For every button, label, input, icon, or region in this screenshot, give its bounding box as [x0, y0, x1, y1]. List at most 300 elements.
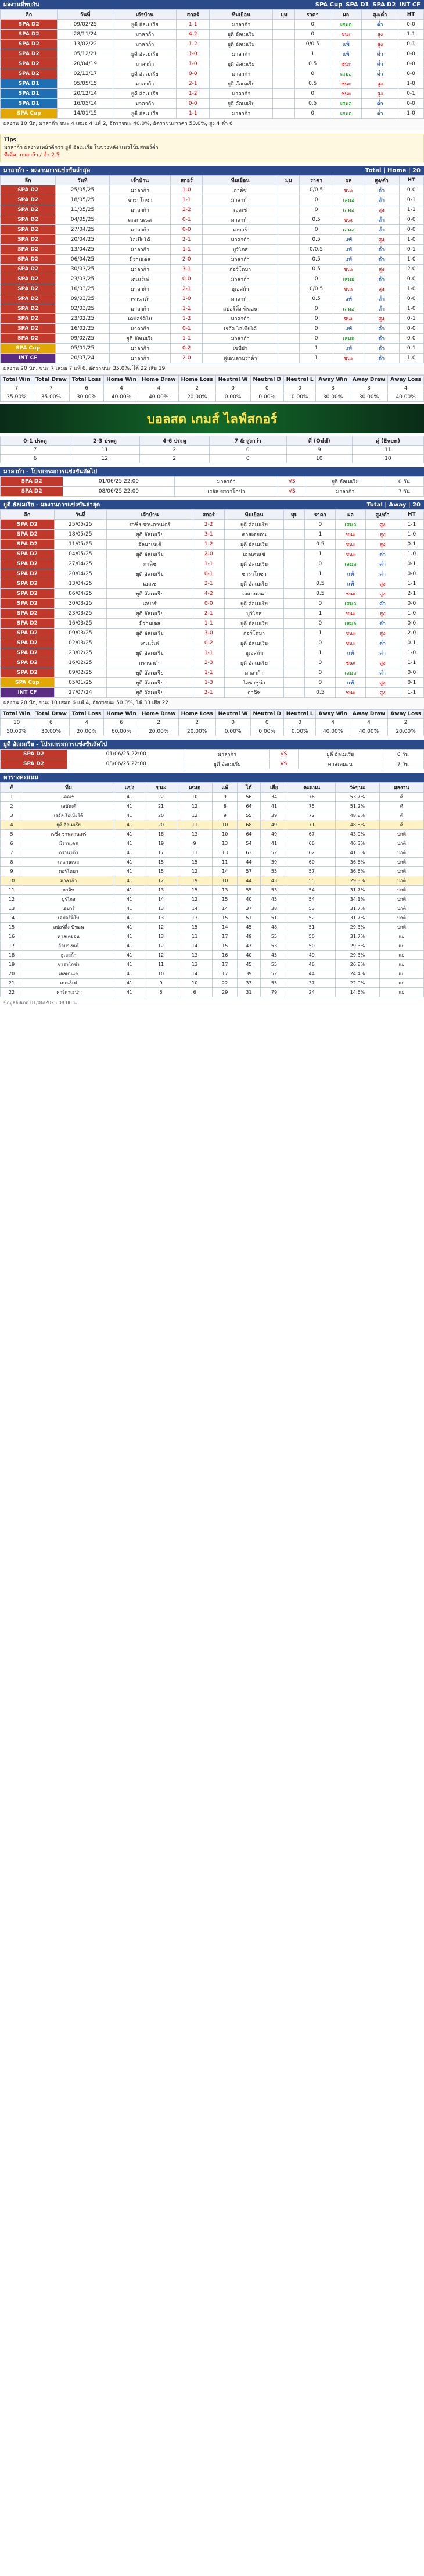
- result: แพ้: [333, 245, 364, 255]
- stat-percent: 35.00%: [1, 393, 33, 402]
- match-row[interactable]: [1, 354, 424, 363]
- corner-cell: [278, 354, 299, 363]
- away-tab-away[interactable]: Away: [389, 501, 407, 508]
- half-time-score: 1-0: [398, 79, 424, 89]
- home-team: ยูดี อัลเมเรีย: [113, 109, 177, 119]
- standings-row[interactable]: [1, 886, 424, 895]
- column-header: มุม: [278, 176, 299, 185]
- stat-header: Home Loss: [178, 710, 215, 719]
- standings-f: 44: [238, 858, 261, 867]
- match-row[interactable]: [1, 235, 424, 245]
- result: ชนะ: [336, 658, 365, 668]
- half-time-score: 1-0: [398, 109, 424, 119]
- result: ชนะ: [333, 215, 364, 225]
- standings-wr: 31.7%: [336, 932, 380, 941]
- corner-cell: [273, 30, 295, 40]
- score: 0-0: [171, 225, 203, 235]
- goals-home-value: 2: [139, 446, 209, 455]
- home-upcoming-title: มาลาก้า - โปรแกรมการแข่งขันถัดไป: [3, 468, 98, 475]
- corner-cell: [284, 688, 305, 698]
- match-row[interactable]: [1, 245, 424, 255]
- home-team: ยูดี อัลเมเรีย: [106, 678, 193, 688]
- away-team: เรอัล โอเบียโด้: [203, 324, 278, 334]
- match-date: 11/05/25: [56, 205, 110, 215]
- handicap: 0: [305, 638, 336, 648]
- stat-header: Neutral D: [250, 710, 283, 719]
- column-header: เสีย: [260, 783, 288, 793]
- standings-wr: 31.7%: [336, 914, 380, 923]
- column-header: HT: [398, 10, 424, 20]
- match-date: 02/12/17: [58, 69, 113, 79]
- live-banner[interactable]: บอลสด เกมส์ ไลฟ์สกอร์: [0, 404, 424, 433]
- league-badge: SPA D2: [1, 559, 55, 569]
- standings-row[interactable]: [1, 914, 424, 923]
- match-row[interactable]: [1, 688, 424, 698]
- goals-home-value: 11: [352, 446, 423, 455]
- stat-percent: 30.00%: [350, 393, 387, 402]
- standings-f: 44: [238, 876, 261, 886]
- half-time-score: 0-0: [400, 599, 423, 609]
- match-row[interactable]: [1, 334, 424, 344]
- standings-pts: 72: [288, 811, 336, 820]
- standings-row[interactable]: [1, 979, 424, 988]
- standings-f: 57: [238, 867, 261, 876]
- match-row[interactable]: [1, 69, 424, 79]
- half-time-score: 0-1: [399, 195, 423, 205]
- match-row[interactable]: [1, 550, 424, 559]
- column-header: สูง/ต่ำ: [364, 176, 399, 185]
- home-team: ยูดี อัลเมเรีย: [106, 530, 193, 540]
- match-row[interactable]: [1, 89, 424, 99]
- corner-cell: [278, 265, 299, 274]
- match-date: 23/02/25: [54, 648, 106, 658]
- result: ชนะ: [333, 185, 364, 195]
- corner-cell: [278, 205, 299, 215]
- stat-value: 3: [316, 384, 350, 393]
- result: ชนะ: [333, 354, 364, 363]
- standings-row[interactable]: [1, 969, 424, 979]
- standings-p: 18: [1, 951, 23, 960]
- match-row[interactable]: [1, 599, 424, 609]
- match-row[interactable]: [1, 274, 424, 284]
- stat-percent: 40.00%: [350, 727, 387, 736]
- match-row[interactable]: [1, 79, 424, 89]
- match-row[interactable]: [1, 215, 424, 225]
- match-date: 16/02/25: [54, 658, 106, 668]
- half-time-score: 0-1: [400, 638, 423, 648]
- match-row[interactable]: [1, 569, 424, 579]
- standings-row[interactable]: [1, 923, 424, 932]
- standings-row[interactable]: [1, 876, 424, 886]
- home-upcoming-header: [0, 467, 424, 476]
- standings-l: 13: [213, 886, 238, 895]
- away-team: มาลาก้า: [203, 235, 278, 245]
- handicap: 0.5: [299, 235, 333, 245]
- standings-w: 13: [145, 914, 177, 923]
- standings-pts: 62: [288, 848, 336, 858]
- league-badge: SPA D2: [1, 284, 56, 294]
- handicap: 0: [305, 678, 336, 688]
- match-row[interactable]: [1, 668, 424, 678]
- fixture-date: 01/06/25 22:00: [63, 477, 174, 487]
- standings-a: 43: [260, 876, 288, 886]
- corner-cell: [273, 109, 295, 119]
- match-row[interactable]: [1, 344, 424, 354]
- match-date: 16/05/14: [58, 99, 113, 109]
- away-team: สปอร์ติ้ง ฆิฆอน: [203, 304, 278, 314]
- column-header: %ชนะ: [336, 783, 380, 793]
- standings-w: 15: [145, 858, 177, 867]
- standings-l: 14: [213, 923, 238, 932]
- match-row[interactable]: [1, 314, 424, 324]
- half-time-score: 1-1: [400, 520, 423, 530]
- home-recent-section: [0, 166, 424, 402]
- match-row[interactable]: [1, 530, 424, 540]
- home-summary: ผลงาน 20 นัด, ชนะ 7 เสมอ 7 แพ้ 6, อัตราชนะ 35.0%, ได้ 22 เสีย 19: [0, 363, 424, 375]
- handicap: 0: [299, 205, 333, 215]
- standings-d: 15: [177, 886, 213, 895]
- away-recent-header: ยูดี อัลเมเรีย - ผลงานการแข่งขันล่าสุด Total | Away | 20: [0, 500, 424, 509]
- score: 2-0: [171, 255, 203, 265]
- match-row[interactable]: [1, 619, 424, 629]
- half-time-score: 0-0: [399, 215, 423, 225]
- away-team: เอลเช่: [203, 205, 278, 215]
- handicap: 0.5: [305, 688, 336, 698]
- match-date: 20/04/19: [58, 59, 113, 69]
- handicap: 0/0.5: [299, 185, 333, 195]
- standings-a: 39: [260, 858, 288, 867]
- corner-cell: [284, 530, 305, 540]
- away-upcoming-section: [0, 740, 424, 769]
- home-count-select[interactable]: 20: [412, 167, 421, 174]
- home-team: ยูดี อัลเมเรีย: [106, 609, 193, 619]
- corner-cell: [278, 334, 299, 344]
- score: 0-0: [177, 69, 210, 79]
- match-row[interactable]: [1, 520, 424, 530]
- standings-pts: 50: [288, 941, 336, 951]
- over-under: สูง: [365, 579, 400, 589]
- match-row[interactable]: [1, 195, 424, 205]
- away-team: ยูดี อัลเมเรีย: [224, 658, 284, 668]
- half-time-score: 1-1: [398, 30, 424, 40]
- match-row[interactable]: [1, 20, 424, 30]
- standings-row[interactable]: [1, 904, 424, 914]
- league-badge: SPA D2: [1, 30, 58, 40]
- standings-row[interactable]: [1, 960, 424, 969]
- standings-t: กอร์โดบา: [23, 867, 114, 876]
- away-team: ยูดี อัลเมเรีย: [224, 619, 284, 629]
- home-team: ยูดี อัลเมเรีย: [106, 629, 193, 638]
- corner-cell: [284, 648, 305, 658]
- match-row[interactable]: [1, 284, 424, 294]
- standings-p: 4: [1, 820, 23, 830]
- fixture-row[interactable]: [1, 759, 424, 769]
- standings-w: 15: [145, 867, 177, 876]
- fixture-row[interactable]: [1, 477, 424, 487]
- standings-row[interactable]: [1, 895, 424, 904]
- standings-l: 10: [213, 820, 238, 830]
- filter-checkbox[interactable]: SPA D1: [346, 1, 369, 8]
- match-date: 09/02/25: [56, 334, 110, 344]
- match-row[interactable]: [1, 324, 424, 334]
- handicap: 0.5: [295, 99, 330, 109]
- home-recent-table: [0, 175, 424, 363]
- result: ชนะ: [333, 314, 364, 324]
- half-time-score: 1-1: [399, 205, 423, 215]
- over-under: สูง: [362, 89, 398, 99]
- standings-d: 19: [177, 876, 213, 886]
- match-row[interactable]: [1, 205, 424, 215]
- standings-row[interactable]: [1, 941, 424, 951]
- match-row[interactable]: [1, 40, 424, 49]
- match-date: 18/05/25: [56, 195, 110, 205]
- stat-value: 0: [250, 719, 283, 727]
- match-row[interactable]: [1, 49, 424, 59]
- away-team: ยูดี อัลเมเรีย: [224, 599, 284, 609]
- standings-w: 10: [145, 969, 177, 979]
- half-time-score: 0-1: [399, 314, 423, 324]
- standings-pts: 37: [288, 979, 336, 988]
- standings-row[interactable]: [1, 820, 424, 830]
- result: เสมอ: [336, 668, 365, 678]
- standings-m: 41: [114, 923, 145, 932]
- away-team: บูร์โกส: [203, 245, 278, 255]
- standings-pts: 44: [288, 969, 336, 979]
- match-row[interactable]: [1, 559, 424, 569]
- standings-row[interactable]: [1, 802, 424, 811]
- standings-l: 15: [213, 914, 238, 923]
- standings-row[interactable]: [1, 867, 424, 876]
- score: 2-2: [171, 205, 203, 215]
- standings-l: 11: [213, 858, 238, 867]
- standings-f: 54: [238, 839, 261, 848]
- standings-fm: ปกติ: [379, 876, 423, 886]
- fixture-row[interactable]: [1, 487, 424, 497]
- result: ชนะ: [333, 284, 364, 294]
- over-under: ต่ำ: [364, 225, 399, 235]
- standings-row[interactable]: [1, 848, 424, 858]
- standings-l: 9: [213, 793, 238, 802]
- standings-fm: ปกติ: [379, 886, 423, 895]
- stat-header: Neutral L: [283, 710, 316, 719]
- corner-cell: [284, 579, 305, 589]
- standings-wr: 29.3%: [336, 951, 380, 960]
- standings-f: 55: [238, 886, 261, 895]
- match-row[interactable]: [1, 629, 424, 638]
- standings-l: 14: [213, 867, 238, 876]
- home-team: ยูดี อัลเมเรีย: [113, 69, 177, 79]
- over-under: ต่ำ: [362, 49, 398, 59]
- stat-value: 10: [1, 719, 33, 727]
- stat-percent: 40.00%: [139, 393, 178, 402]
- corner-cell: [278, 314, 299, 324]
- corner-cell: [278, 235, 299, 245]
- standings-w: 12: [145, 951, 177, 960]
- over-under: ต่ำ: [362, 109, 398, 119]
- over-under: สูง: [362, 30, 398, 40]
- match-row[interactable]: [1, 59, 424, 69]
- result: แพ้: [333, 324, 364, 334]
- handicap: 0: [305, 668, 336, 678]
- match-date: 27/04/25: [56, 225, 110, 235]
- standings-fm: ดี: [379, 802, 423, 811]
- standings-a: 52: [260, 848, 288, 858]
- corner-cell: [273, 69, 295, 79]
- away-team: มาลาก้า: [203, 195, 278, 205]
- match-row[interactable]: [1, 99, 424, 109]
- match-row[interactable]: [1, 294, 424, 304]
- standings-fm: ปกติ: [379, 830, 423, 839]
- away-team: มาลาก้า: [203, 334, 278, 344]
- half-time-score: 2-0: [400, 629, 423, 638]
- match-row[interactable]: [1, 648, 424, 658]
- half-time-score: 0-1: [399, 245, 423, 255]
- standings-pts: 60: [288, 858, 336, 867]
- home-tab-home[interactable]: Home: [387, 167, 407, 174]
- away-summary: ผลงาน 20 นัด, ชนะ 10 เสมอ 6 แพ้ 4, อัตราชนะ 50.0%, ได้ 33 เสีย 22: [0, 698, 424, 709]
- standings-a: 55: [260, 960, 288, 969]
- half-time-score: 0-0: [398, 20, 424, 30]
- goals-table: [0, 436, 424, 463]
- half-time-score: 0-1: [398, 89, 424, 99]
- half-time-score: 1-0: [400, 530, 423, 540]
- standings-d: 9: [177, 839, 213, 848]
- home-tab-total[interactable]: Total: [365, 167, 382, 174]
- standings-t: กาดิซ: [23, 886, 114, 895]
- fixture-date: 08/06/25 22:00: [63, 487, 174, 497]
- filter-checkbox[interactable]: SPA Cup: [315, 1, 343, 8]
- match-row[interactable]: [1, 185, 424, 195]
- standings-row[interactable]: [1, 830, 424, 839]
- home-upcoming-section: [0, 467, 424, 497]
- result: แพ้: [333, 255, 364, 265]
- result: ชนะ: [336, 688, 365, 698]
- standings-row[interactable]: [1, 839, 424, 848]
- fixture-row[interactable]: [1, 750, 424, 759]
- match-row[interactable]: [1, 540, 424, 550]
- standings-t: อัลบาเซเต้: [23, 941, 114, 951]
- stat-header: Home Win: [104, 710, 139, 719]
- corner-cell: [273, 79, 295, 89]
- standings-w: 12: [145, 941, 177, 951]
- standings-fm: แย่: [379, 951, 423, 960]
- standings-l: 15: [213, 941, 238, 951]
- column-header: เจ้าบ้าน: [109, 176, 171, 185]
- standings-fm: แย่: [379, 960, 423, 969]
- match-row[interactable]: [1, 579, 424, 589]
- filter-checkbox[interactable]: SPA D2: [372, 1, 396, 8]
- match-row[interactable]: [1, 30, 424, 40]
- league-badge: SPA D2: [1, 540, 55, 550]
- handicap: 0: [305, 599, 336, 609]
- corner-cell: [278, 225, 299, 235]
- stat-percent: 30.00%: [69, 393, 103, 402]
- standings-wr: 31.7%: [336, 886, 380, 895]
- away-tab-total[interactable]: Total: [366, 501, 383, 508]
- standings-row[interactable]: [1, 858, 424, 867]
- half-time-score: 0-0: [398, 49, 424, 59]
- standings-row[interactable]: [1, 988, 424, 997]
- standings-row[interactable]: [1, 793, 424, 802]
- standings-t: เอลเช่: [23, 793, 114, 802]
- standings-d: 12: [177, 811, 213, 820]
- match-row[interactable]: [1, 265, 424, 274]
- goals-header: 4-6 ประตู: [139, 436, 209, 446]
- result: เสมอ: [333, 225, 364, 235]
- league-badge: SPA D2: [1, 550, 55, 559]
- half-time-score: 0-0: [399, 324, 423, 334]
- h2h-filters[interactable]: [312, 2, 421, 8]
- over-under: สูง: [365, 530, 400, 540]
- standings-m: 41: [114, 988, 145, 997]
- stat-percent: 0.00%: [283, 727, 316, 736]
- match-row[interactable]: [1, 255, 424, 265]
- score: 1-1: [171, 245, 203, 255]
- standings-row[interactable]: [1, 932, 424, 941]
- standings-a: 49: [260, 820, 288, 830]
- filter-checkbox[interactable]: INT CF: [399, 1, 421, 8]
- match-row[interactable]: [1, 589, 424, 599]
- standings-t: คาสเตยอน: [23, 932, 114, 941]
- home-team: มาลาก้า: [113, 99, 177, 109]
- standings-w: 11: [145, 960, 177, 969]
- standings-row[interactable]: [1, 951, 424, 960]
- over-under: ต่ำ: [364, 354, 399, 363]
- home-team: มาลาก้า: [113, 40, 177, 49]
- fixture-date: 01/06/25 22:00: [67, 750, 185, 759]
- match-row[interactable]: [1, 304, 424, 314]
- away-count-select[interactable]: 20: [412, 501, 421, 508]
- vs-label: VS: [278, 487, 306, 497]
- standings-t: เรอัล โอเบียโด้: [23, 811, 114, 820]
- result: แพ้: [333, 294, 364, 304]
- column-header: ผล: [330, 10, 362, 20]
- match-row[interactable]: [1, 658, 424, 668]
- standings-t: มิรานเดส: [23, 839, 114, 848]
- match-row[interactable]: [1, 609, 424, 619]
- corner-cell: [278, 274, 299, 284]
- standings-d: 13: [177, 951, 213, 960]
- league-badge: SPA D2: [1, 648, 55, 658]
- match-row[interactable]: [1, 225, 424, 235]
- handicap: 1: [305, 648, 336, 658]
- match-row[interactable]: [1, 109, 424, 119]
- standings-wr: 36.6%: [336, 867, 380, 876]
- standings-w: 12: [145, 923, 177, 932]
- half-time-score: 0-1: [400, 678, 423, 688]
- standings-f: 51: [238, 914, 261, 923]
- standings-section: [0, 773, 424, 997]
- league-badge: SPA D2: [1, 619, 55, 629]
- match-date: 02/03/25: [54, 638, 106, 648]
- match-row[interactable]: [1, 638, 424, 648]
- handicap: 1: [295, 49, 330, 59]
- goals-home-value: 11: [70, 446, 139, 455]
- result: เสมอ: [330, 20, 362, 30]
- score: 1-1: [193, 559, 224, 569]
- score: 2-1: [171, 284, 203, 294]
- home-team: เดปอร์ติโบ: [109, 314, 171, 324]
- standings-row[interactable]: [1, 811, 424, 820]
- league-badge: SPA D2: [1, 304, 56, 314]
- match-date: 30/03/25: [56, 265, 110, 274]
- match-date: 20/04/25: [54, 569, 106, 579]
- standings-w: 19: [145, 839, 177, 848]
- corner-cell: [278, 294, 299, 304]
- match-date: 04/05/25: [54, 550, 106, 559]
- half-time-score: 0-0: [399, 225, 423, 235]
- match-row[interactable]: [1, 678, 424, 688]
